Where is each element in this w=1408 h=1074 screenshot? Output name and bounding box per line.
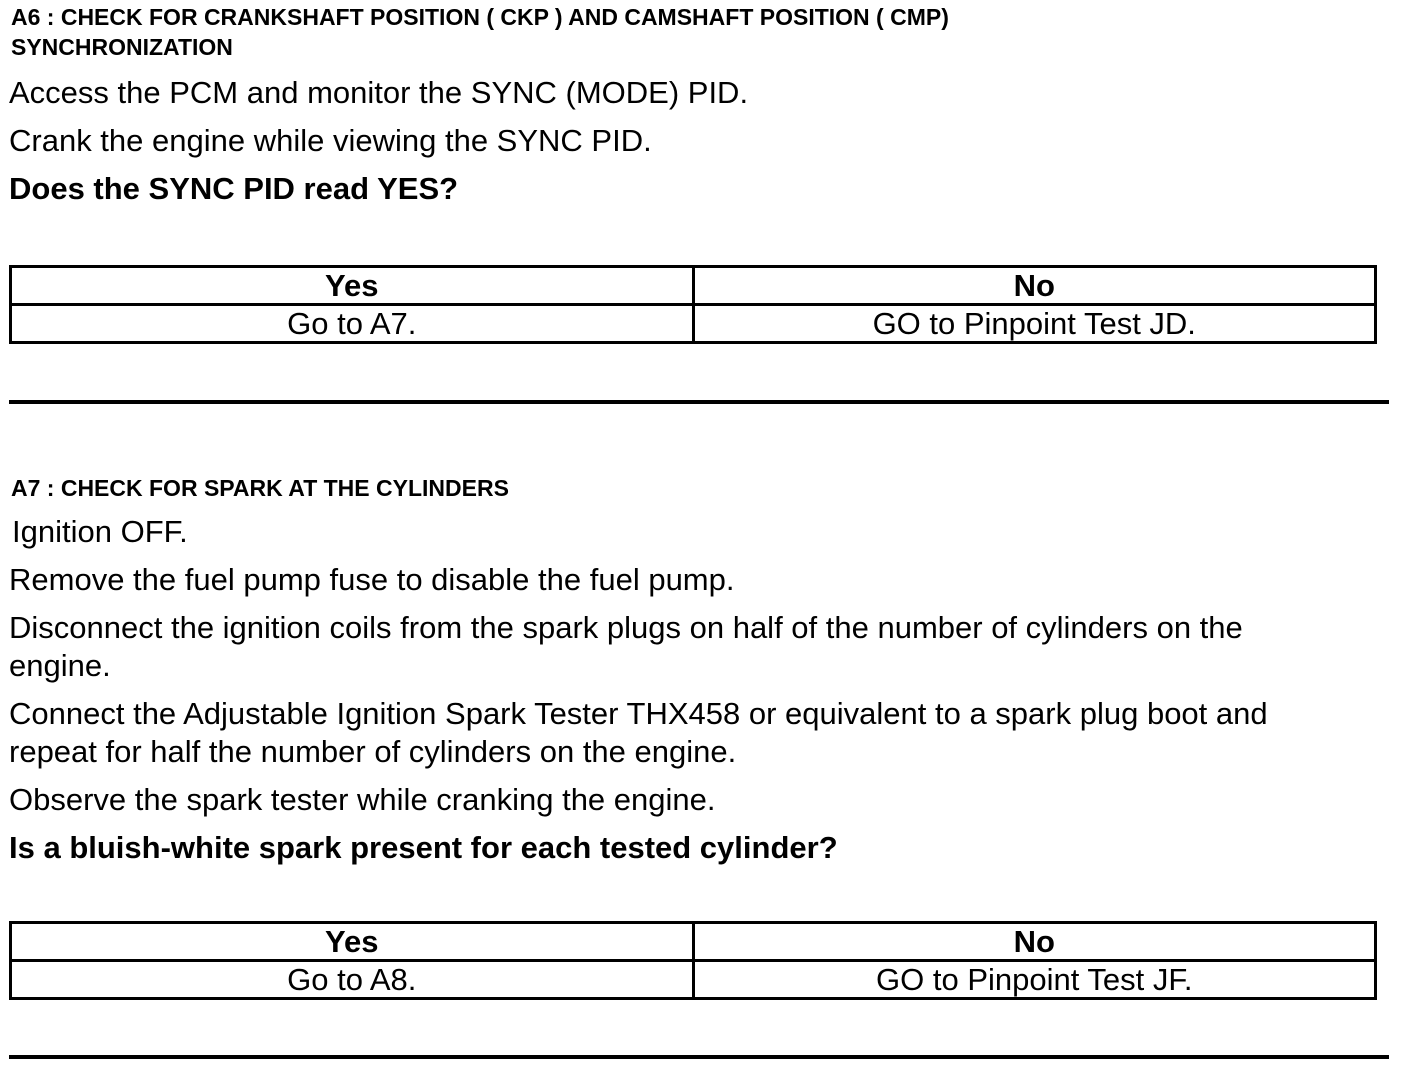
a7-steps [9, 513, 1389, 867]
a6-question: Does the SYNC PID read YES? [9, 171, 459, 206]
a7-no-header: No [693, 923, 1376, 961]
a6-answer-action-row [11, 305, 1376, 343]
a7-heading: A7 : CHECK FOR SPARK AT THE CYLINDERS [11, 475, 509, 501]
a7-yes-header: Yes [11, 923, 694, 961]
a6-answer-header-row [11, 267, 1376, 305]
a7-step-5: Observe the spark tester while cranking the engine. [9, 782, 716, 817]
a6-no-header: No [693, 267, 1376, 305]
a7-yes-action: Go to A8. [11, 961, 694, 999]
a6-steps [9, 74, 1389, 208]
a7-step-3a: Disconnect the ignition coils from the spark plugs on half of the number of cylinders on the [9, 610, 1243, 645]
a7-answer-action-row [11, 961, 1376, 999]
a7-step-2: Remove the fuel pump fuse to disable the fuel pump. [9, 562, 735, 597]
a6-step-1: Access the PCM and monitor the SYNC (MODE) PID. [9, 75, 749, 110]
a7-answer-header-row [11, 923, 1376, 961]
a7-question: Is a bluish-white spark present for each tested cylinder? [9, 830, 838, 865]
a7-no-action: GO to Pinpoint Test JF. [693, 961, 1376, 999]
a6-heading-line2: SYNCHRONIZATION [11, 34, 233, 60]
a6-section [9, 2, 1389, 63]
a6-yes-header: Yes [11, 267, 694, 305]
a6-yes-action: Go to A7. [11, 305, 694, 343]
a7-step-1: Ignition OFF. [12, 514, 188, 549]
a7-step-4b: repeat for half the number of cylinders on the engine. [9, 734, 737, 769]
a6-heading-line1: A6 : CHECK FOR CRANKSHAFT POSITION ( CKP ) AND CAMSHAFT POSITION ( CMP) [11, 4, 949, 30]
a7-section [9, 473, 1389, 504]
a7-answer-table [9, 921, 1377, 1000]
a7-step-3b: engine. [9, 648, 111, 683]
a7-step-4a: Connect the Adjustable Ignition Spark Tester THX458 or equivalent to a spark plug boot and [9, 696, 1268, 731]
a6-answer-table [9, 265, 1377, 344]
a6-divider [9, 400, 1389, 404]
a6-step-2: Crank the engine while viewing the SYNC PID. [9, 123, 652, 158]
a6-no-action: GO to Pinpoint Test JD. [693, 305, 1376, 343]
a7-divider [9, 1055, 1389, 1059]
